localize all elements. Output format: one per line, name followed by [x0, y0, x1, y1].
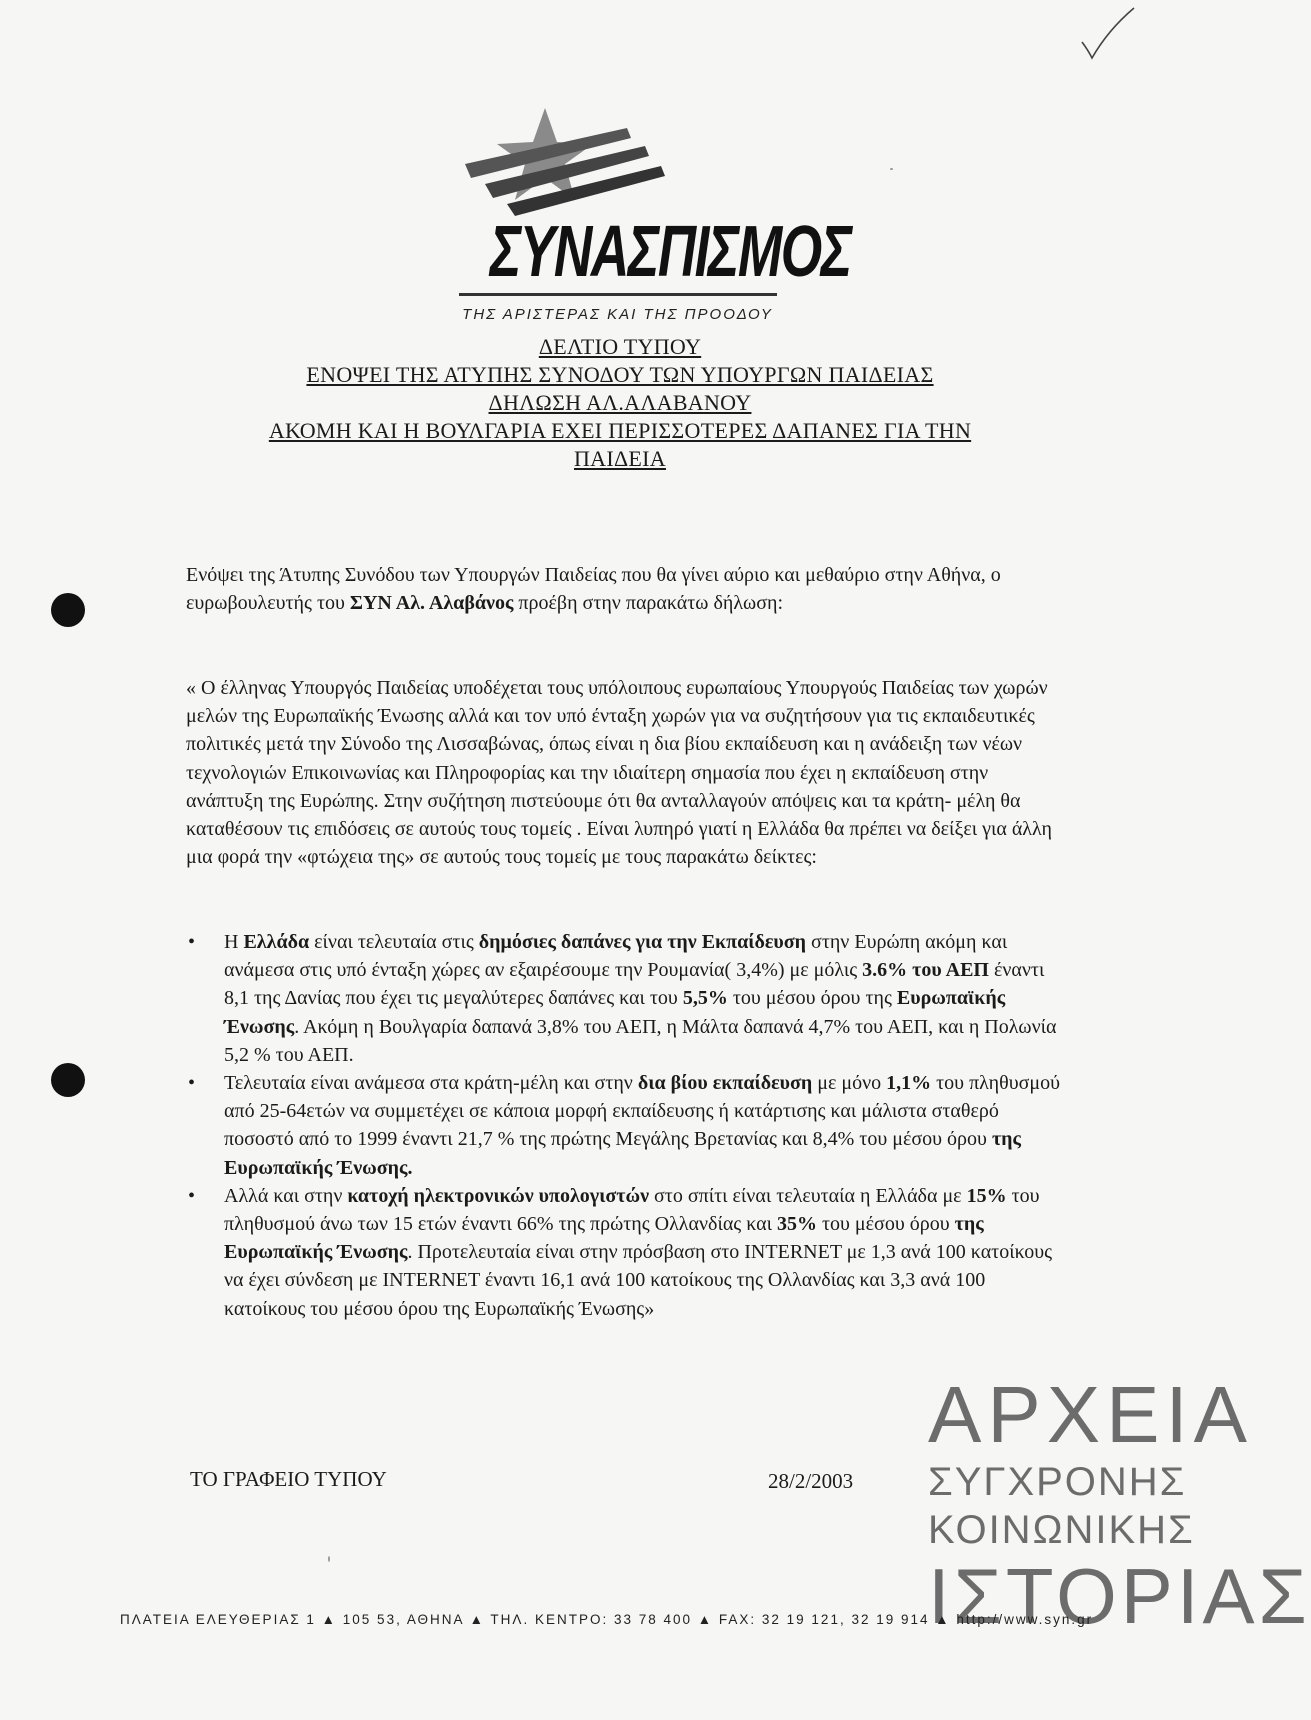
item-bold: Ελλάδα — [243, 931, 310, 953]
item-bold: Ευρωπαϊκής Ένωσης — [224, 987, 1006, 1038]
star-logo-icon — [445, 108, 790, 218]
intro-text: Ενόψει της Άτυπης Συνόδου των Υπουργών Παιδείας που θα γίνει αύριο και μεθαύριο στην Αθήνα, ο ευρωβουλευτής του — [186, 564, 1001, 615]
item-text: του πληθυσμού από 25-64ετών να συμμετέχει σε κάποια μορφή εκπαίδευσης ή κατάρτισης και μάλιστα σταθερό ποσοστό από το 1999 έναντι 21,7 % της πρώτης Μεγάλης Βρετανίας και 8,4% του μέσου όρου — [224, 1072, 1061, 1151]
item-bold: 3.6% του ΑΕΠ — [862, 959, 989, 982]
header-line-2: ΕΝΟΨΕΙ ΤΗΣ ΑΤΥΠΗΣ ΣΥΝΟΔΟΥ ΤΩΝ ΥΠΟΥΡΓΩΝ ΠΑΙΔΕΙΑΣ — [306, 362, 934, 387]
logo-divider — [459, 293, 777, 296]
press-release-header — [170, 333, 1070, 473]
header-line-5: ΠΑΙΔΕΙΑ — [573, 446, 666, 471]
item-text: του μέσου όρου της — [727, 987, 897, 1010]
archive-stamp — [928, 1370, 1311, 1672]
item-bold: της Ευρωπαϊκής Ένωσης — [224, 1213, 984, 1264]
intro-text: προέβη στην παρακάτω δήλωση: — [513, 592, 784, 615]
intro-paragraph — [186, 561, 1066, 617]
address-footer: ΠΛΑΤΕΙΑ ΕΛΕΥΘΕΡΙΑΣ 1 ▲ 105 53, ΑΘΗΝΑ ▲ ΤΗΛ. ΚΕΝΤΡΟ: 33 78 400 ▲ FAX: 32 19 121, 32 19 914 ▲ http://www.syn.gr — [120, 1612, 1094, 1627]
item-text: στο σπίτι είναι τελευταία η Ελλάδα με — [649, 1184, 967, 1207]
signature: ΤΟ ΓΡΑΦΕΙΟ ΤΥΠΟΥ — [190, 1467, 387, 1491]
stamp-line: ΣΥΓΧΡΟΝΗΣ — [928, 1460, 1187, 1504]
item-text: στην Ευρώπη ακόμη και ανάμεσα στις υπό ένταξη χώρες αν εξαιρέσουμε την Ρουμανία( 3,4%) με μόλις — [224, 931, 1008, 982]
item-text: έναντι 8,1 της Δανίας που έχει τις μεγαλύτερες δαπάνες και του — [224, 959, 1045, 1010]
check-mark-icon — [1078, 6, 1138, 66]
item-bold: 35% — [776, 1213, 817, 1236]
item-text: του πληθυσμού άνω των 15 ετών έναντι 66% της πρώτης Ολλανδίας και — [224, 1184, 1040, 1236]
item-text: είναι τελευταία στις — [309, 931, 479, 953]
item-text: Τελευταία είναι ανάμεσα στα κράτη-μέλη και στην — [224, 1072, 638, 1095]
header-line-4: ΑΚΟΜΗ ΚΑΙ Η ΒΟΥΛΓΑΡΙΑ ΕΧΕΙ ΠΕΡΙΣΣΟΤΕΡΕΣ ΔΑΠΑΝΕΣ ΓΙΑ ΤΗΝ — [268, 418, 972, 443]
scan-speck — [890, 168, 893, 170]
item-bold: δημόσιες δαπάνες για την Εκπαίδευση — [478, 931, 807, 953]
header-line-3: ΔΗΛΩΣΗ ΑΛ.ΑΛΑΒΑΝΟΥ — [488, 390, 752, 415]
logo-name: ΣΥΝΑΣΠΙΣΜΟΣ — [489, 212, 851, 292]
item-bold: της Ευρωπαϊκής Ένωσης. — [224, 1128, 1021, 1179]
item-text: του μέσου όρου — [816, 1213, 955, 1236]
stamp-line: ΑΡΧΕΙΑ — [928, 1370, 1254, 1459]
item-bold: 15% — [966, 1184, 1007, 1207]
quote-paragraph: « Ο έλληνας Υπουργός Παιδείας υποδέχεται τους υπόλοιπους ευρωπαίους Υπουργούς Παιδείας των χωρών μελών της Ευρωπαϊκής Ένωσης αλλά και τον υπό ένταξη χωρών για να συζητήσουν για τις εκπαιδευτικές πολιτικές μετά την Σύνοδο της Λισσαβώνας, όπως είναι η δια βίου εκπαίδευση και η ανάδειξη των νέων τεχνολογιών Επικοινωνίας και Πληροφορίας και την ιδιαίτερη σημασία που έχει η εκπαίδευση στην ανάπτυξη της Ευρώπης. Στην συζήτηση πιστεύουμε ότι θα ανταλλαγούν απόψεις και τα κράτη- μέλη θα καταθέσουν τις επιδόσεις σε αυτούς τους τομείς . Είναι λυπηρό γιατί η Ελλάδα θα πρέπει να δείξει για άλλη μια φορά την «φτώχεια της» σε αυτούς τους τομείς με τους παρακάτω δείκτες: — [186, 677, 1052, 869]
list-item — [186, 928, 1066, 1069]
party-logo — [445, 108, 851, 323]
intro-bold: ΣΥΝ Αλ. Αλαβάνος — [349, 592, 514, 615]
document-date: 28/2/2003 — [768, 1469, 854, 1493]
header-line-1: ΔΕΛΤΙΟ ΤΥΠΟΥ — [538, 334, 702, 359]
item-text: Αλλά και στην — [224, 1184, 348, 1207]
list-item — [186, 1069, 1066, 1182]
item-text: Η — [224, 931, 244, 953]
item-bold: δια βίου εκπαίδευση — [637, 1072, 813, 1095]
item-text: . Προτελευταία είναι στην πρόσβαση στο INTERNET με 1,3 ανά 100 κατοίκους να έχει σύνδεση με INTERNET έναντι 16,1 ανά 100 κατοίκους της Ολλανδίας και 3,3 ανά 100 κατοίκους του μέσου όρου της Ευρωπαϊκής Ένωσης» — [224, 1241, 1053, 1320]
item-bold: 1,1% — [886, 1072, 932, 1095]
punch-hole — [51, 1063, 85, 1097]
stamp-line: ΙΣΤΟΡΙΑΣ — [928, 1552, 1311, 1640]
stamp-line: ΚΟΙΝΩΝΙΚΗΣ — [928, 1508, 1195, 1552]
logo-subtitle: ΤΗΣ ΑΡΙΣΤΕΡΑΣ ΚΑΙ ΤΗΣ ΠΡΟΟΔΟΥ — [462, 306, 773, 323]
indicator-list — [186, 928, 1066, 1323]
item-bold: κατοχή ηλεκτρονικών υπολογιστών — [347, 1184, 650, 1207]
item-text: με μόνο — [812, 1072, 887, 1095]
scan-speck — [328, 1556, 330, 1562]
item-text: . Ακόμη η Βουλγαρία δαπανά 3,8% του ΑΕΠ, η Μάλτα δαπανά 4,7% του ΑΕΠ, και η Πολωνία 5,2 % του ΑΕΠ. — [224, 1015, 1057, 1066]
punch-hole — [51, 593, 85, 627]
item-bold: 5,5% — [682, 987, 728, 1010]
list-item — [186, 1182, 1066, 1323]
